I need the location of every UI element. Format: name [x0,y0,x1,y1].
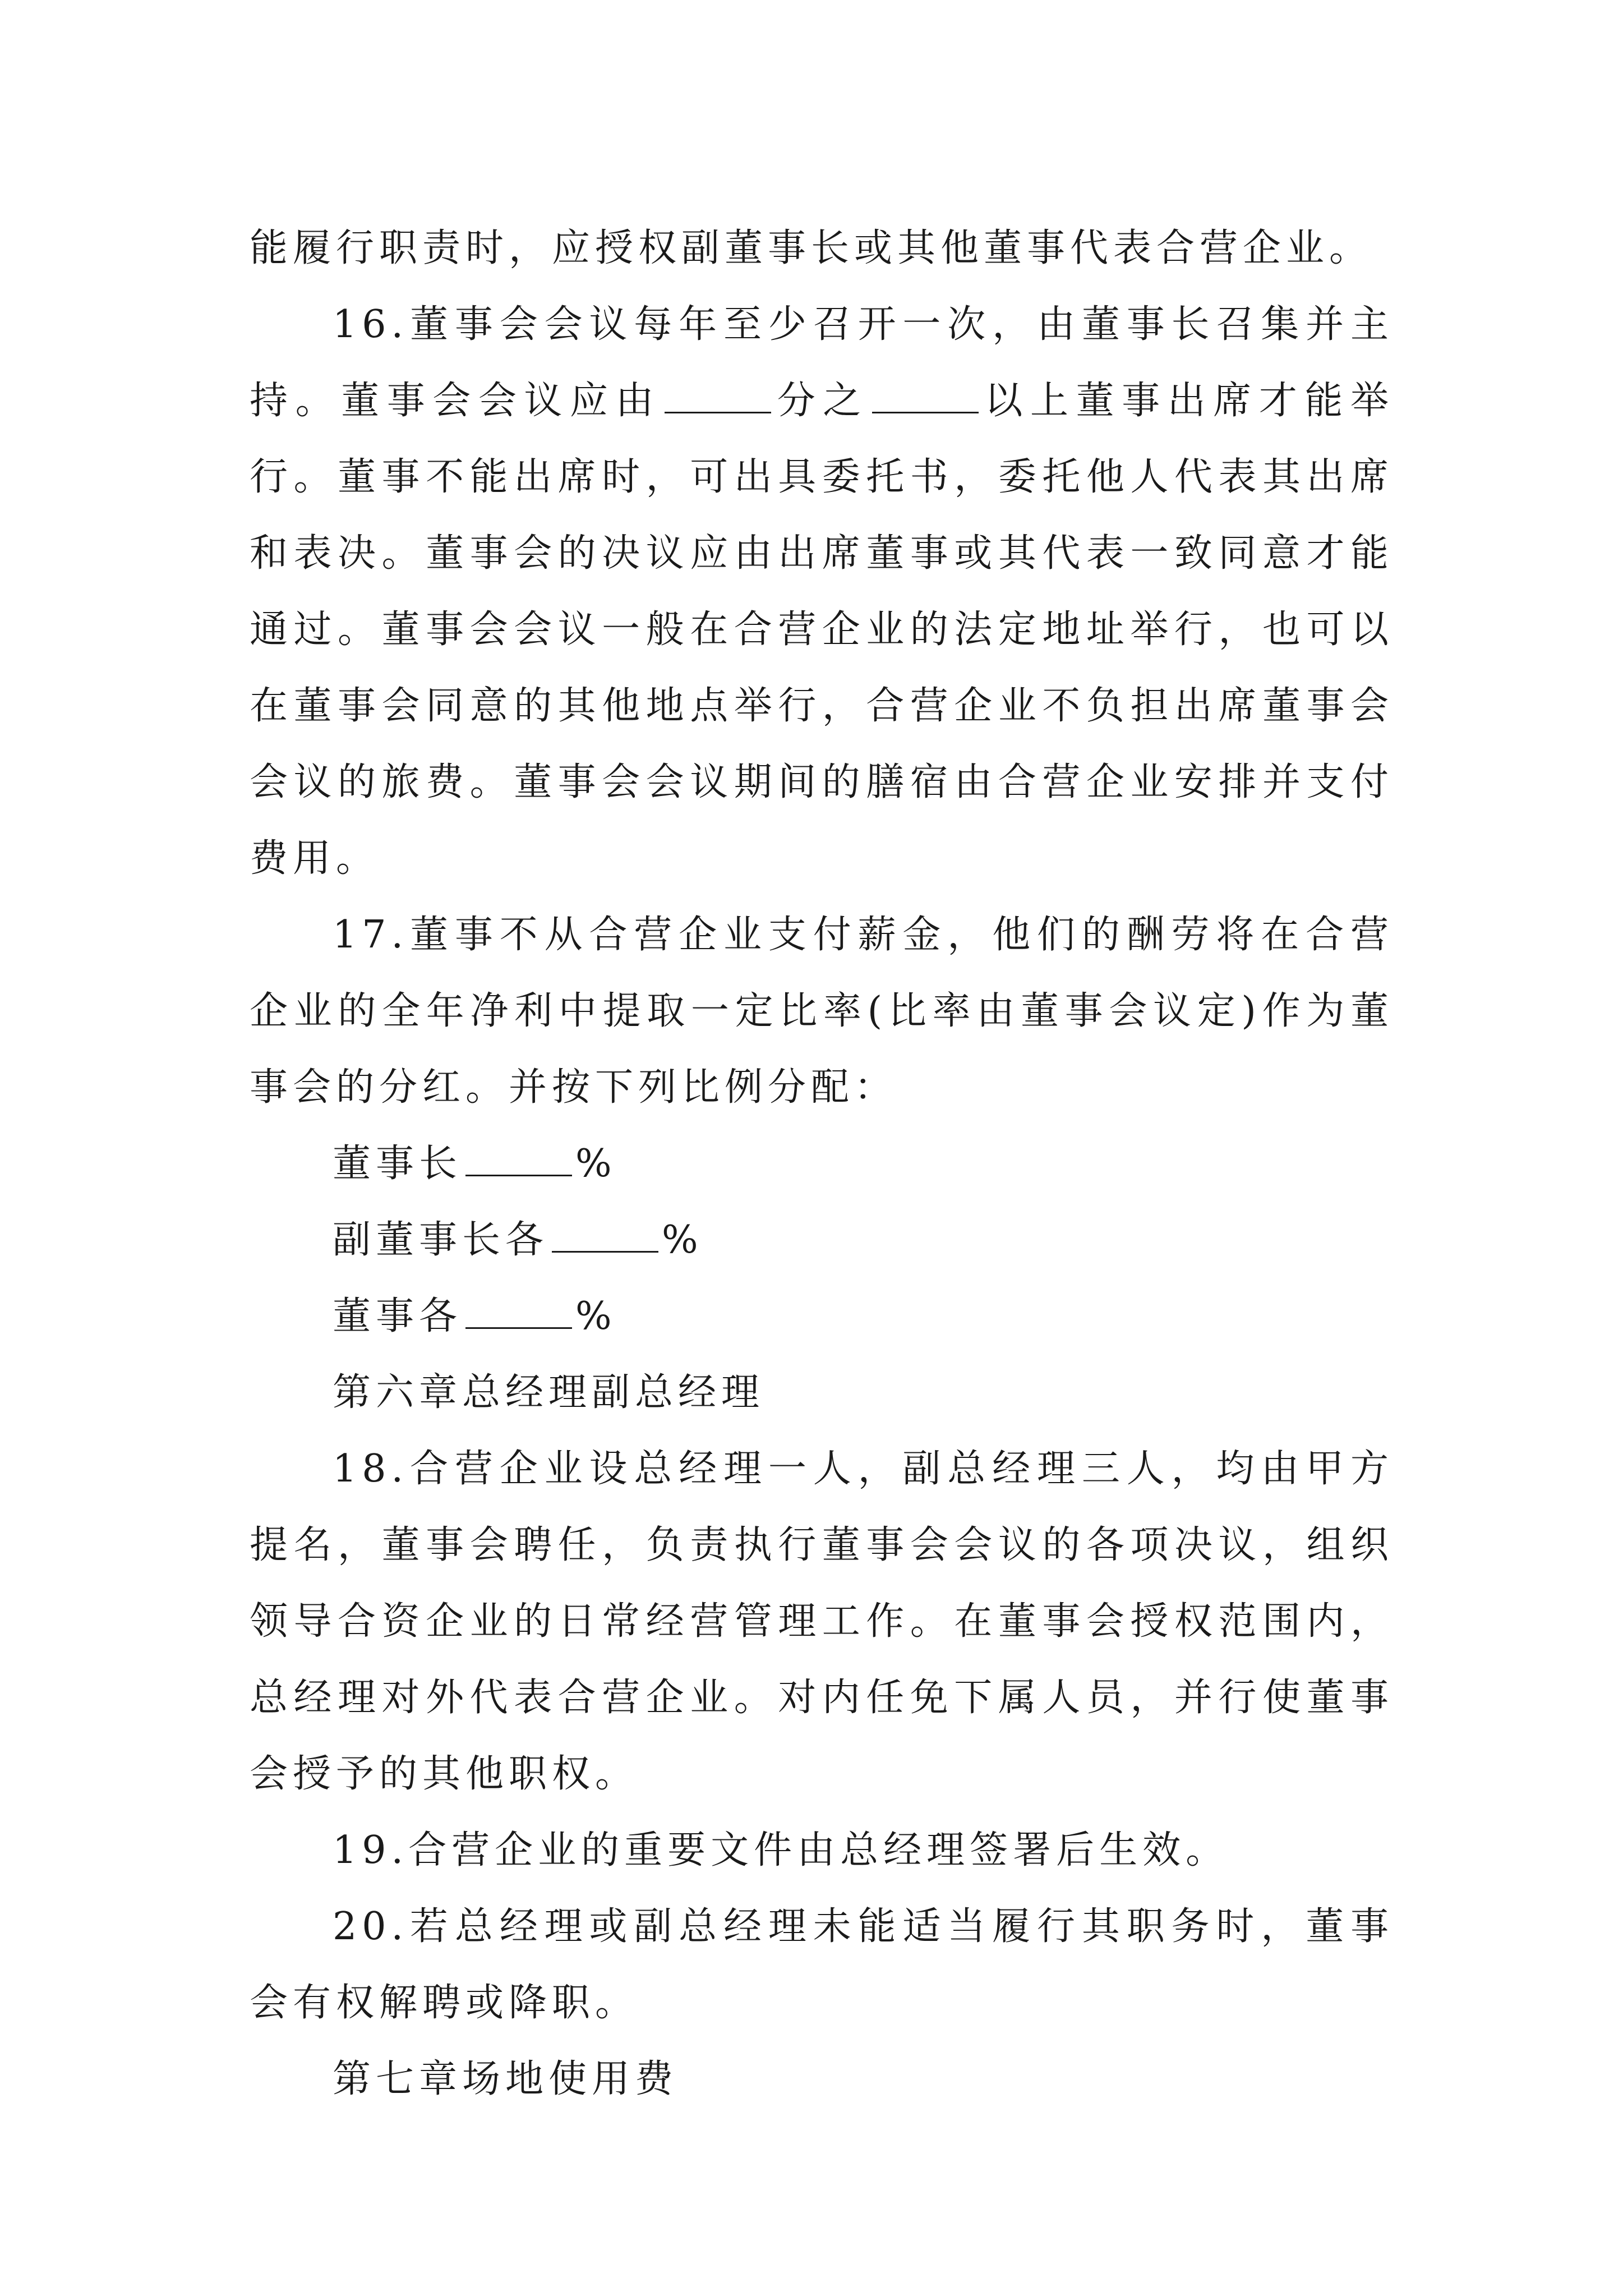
allocation-row-director [250,1278,1394,1355]
percent-sign: % [575,1294,612,1338]
clause-17: 17.董事不从合营企业支付薪金，他们的酬劳将在合营企业的全年净利中提取一定比率(比率由董事会议定)作为董事会的分红。并按下列比例分配： [250,913,1394,1110]
clause-16-text-c: 以上董事出席才能举行。董事不能出席时，可出具委托书，委托他人代表其出席和表决。董事会的决议应由出席董事或其代表一致同意才能通过。董事会会议一般在合营企业的法定地址举行，也可以在董事会同意的其他地点举行，合营企业不负担出席董事会会议的旅费。董事会会议期间的膳宿由合营企业安排并支付费用。 [250,379,1394,881]
chapter-7-heading: 第七章场地使用费 [333,2057,679,2101]
clause-16-text-a: 16.董事会会议每年至少召开一次，由董事长召集并主持。董事会会议应由 [250,302,1394,423]
percent-sign: % [575,1142,612,1186]
document-page [250,210,1394,2118]
fill-blank-percent [465,1294,572,1329]
fill-blank-numerator [665,378,771,413]
clause-19: 19.合营企业的重要文件由总经理签署后生效。 [333,1828,1229,1872]
allocation-row-chairman [250,1126,1394,1202]
clause-16 [250,287,1394,897]
fill-blank-denominator [872,378,979,413]
clause-16-text-b: 分之 [774,379,869,423]
paragraph-continuation: 能履行职责时，应授权副董事长或其他董事代表合营企业。 [250,226,1373,270]
chapter-6-heading: 第六章总经理副总经理 [333,1370,765,1415]
allocation-label: 副董事长各 [333,1218,549,1262]
percent-sign: % [662,1218,698,1262]
allocation-row-vice-chairman [250,1202,1394,1278]
fill-blank-percent [552,1217,658,1253]
allocation-label: 董事长 [333,1142,463,1186]
clause-18: 18.合营企业设总经理一人，副总经理三人，均由甲方提名，董事会聘任，负责执行董事会会议的各项决议，组织领导合资企业的日常经营管理工作。在董事会授权范围内，总经理对外代表合营企业。对内任免下属人员，并行使董事会授予的其他职权。 [250,1447,1394,1796]
clause-20: 20.若总经理或副总经理未能适当履行其职务时，董事会有权解聘或降职。 [250,1904,1394,2025]
fill-blank-percent [465,1141,572,1176]
allocation-label: 董事各 [333,1294,463,1338]
